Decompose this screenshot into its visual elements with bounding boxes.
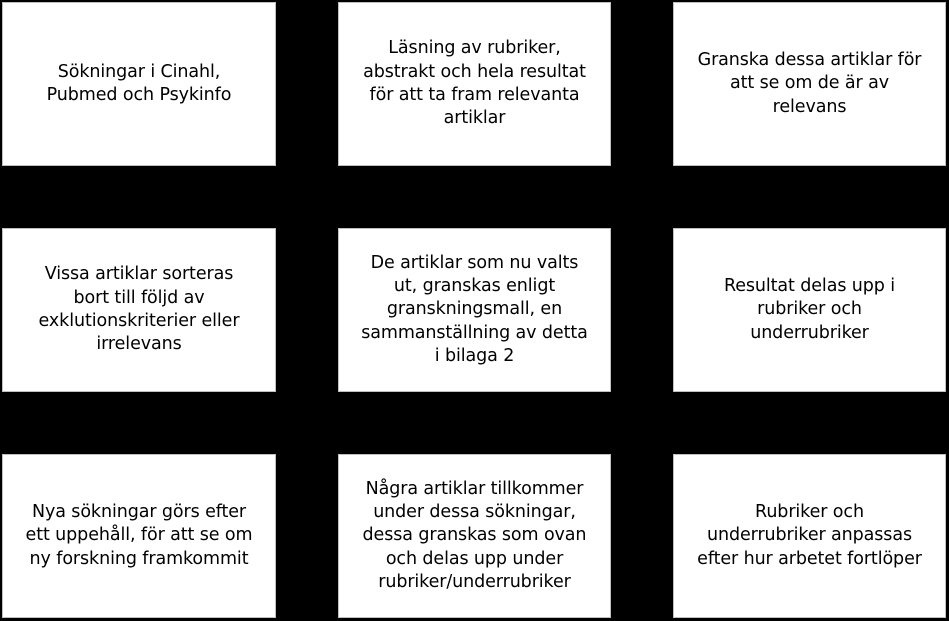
step-text-9: Rubriker och underrubriker anpassas efter hur arbetet fortlöper [697,502,922,569]
step-box-7 [2,454,276,618]
step-text-1: Sökningar i Cinahl, Pubmed och Psykinfo [46,61,232,105]
step-box-3 [673,2,946,166]
step-text-4: Vissa artiklar sorteras bort till följd av exklutionskriterier eller irrelevans [38,264,240,355]
step-box-4 [2,228,276,392]
step-text-2: Läsning av rubriker, abstrakt och hela resultat för att ta fram relevanta artiklar [363,38,586,129]
step-box-6 [673,228,946,392]
step-text-6: Resultat delas upp i rubriker och underrubriker [723,276,896,343]
step-text-8: Några artiklar tillkommer under dessa sökningar, dessa granskas som ovan och delas upp under rubriker/underrubriker [362,478,587,592]
step-box-8 [338,454,611,618]
step-text-7: Nya sökningar görs efter ett uppehåll, för att se om ny forskning framkommit [25,502,253,569]
step-text-5: De artiklar som nu valts ut, granskas enligt granskningsmall, en sammanställning av detta i bilaga 2 [361,252,588,366]
step-box-5 [338,228,611,392]
step-box-1 [2,2,276,166]
step-box-9 [673,454,946,618]
step-box-2 [338,2,611,166]
step-text-3: Granska dessa artiklar för att se om de är av relevans [697,50,922,117]
